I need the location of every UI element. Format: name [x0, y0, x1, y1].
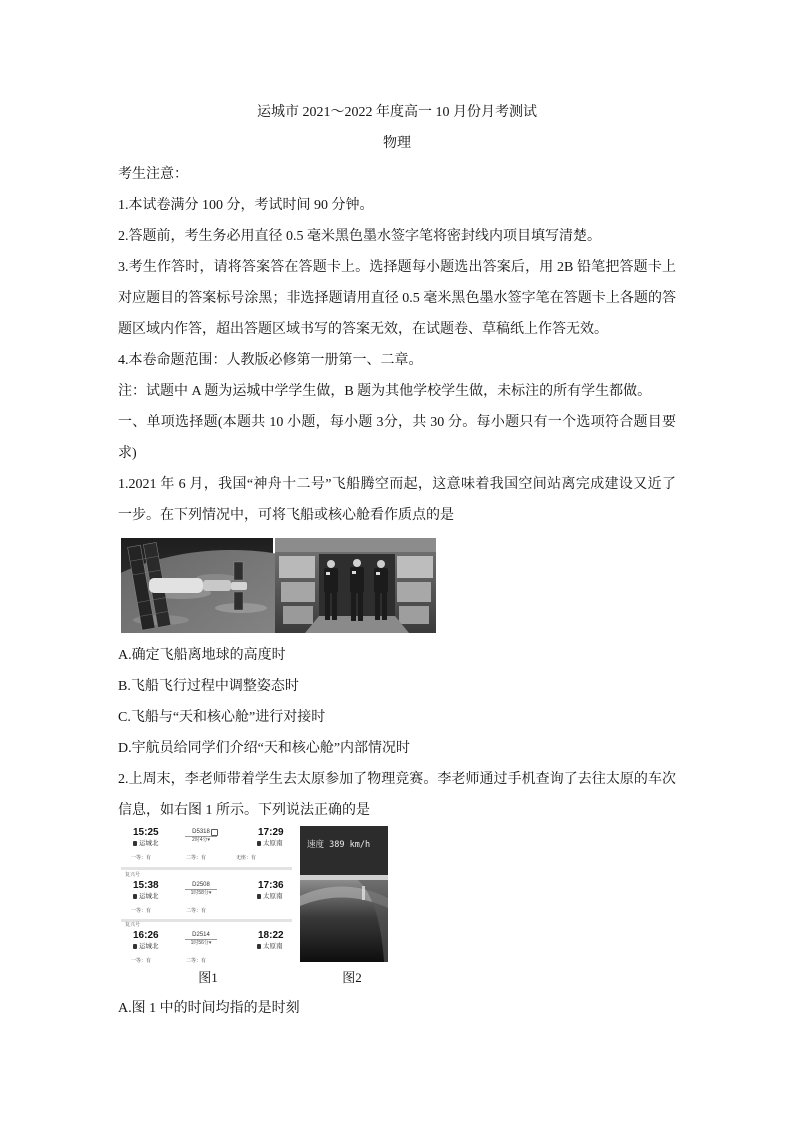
duration: 2时4分▾: [191, 837, 211, 843]
seat-info: 一等：有: [131, 855, 152, 861]
duration: 1时58分▾: [190, 890, 212, 896]
option-c: C.飞船与“天和核心舱”进行对接时: [118, 709, 326, 725]
train-schedule-screenshot: [121, 826, 292, 970]
depart-time: 15:25: [133, 827, 159, 838]
option-a: A.确定飞船离地球的高度时: [118, 647, 286, 663]
to-station: 太原南: [263, 893, 283, 900]
exam-subject: 物理: [383, 136, 411, 151]
seat-info: 二等：有: [186, 855, 207, 861]
question-figures: [118, 826, 676, 1016]
train-row: [121, 872, 292, 920]
station-badge-icon: [257, 944, 261, 949]
astronauts-interior-image: [275, 538, 436, 633]
speed-display-photo: [300, 826, 388, 962]
to-station: 太原南: [263, 943, 283, 950]
seat-info: 无座：有: [236, 855, 257, 861]
seat-info: 二等：有: [186, 958, 207, 964]
arrive-time: 18:22: [258, 930, 284, 941]
train-type-badge-icon: [211, 829, 218, 836]
station-badge-icon: [257, 894, 261, 899]
train-tag: 复兴号: [125, 922, 141, 928]
notice-item: 3.考生作答时，请将答案答在答题卡上。选择题每小题选出答案后，用 2B 铅笔把答题卡上对应题目的答案标号涂黑；非选择题请用直径 0.5 毫米黑色墨水签字笔在答题卡上各题的答题区域内作答，超出答题区域书写的答案无效，在试题卷、草稿纸上作答无效。: [118, 260, 676, 337]
station-badge-icon: [133, 944, 137, 949]
train-number: D2514: [192, 932, 210, 938]
duration: 1时56分▾: [190, 940, 212, 946]
seat-info: 一等：有: [131, 958, 152, 964]
option-b: B.飞船飞行过程中调整姿态时: [118, 678, 299, 694]
question-options: [118, 640, 676, 764]
from-station: 运城北: [139, 943, 159, 950]
exam-title: 运城市 2021～2022 年度高一 10 月份月考测试: [257, 105, 537, 120]
notice-item: 4.本卷命题范围：人教版必修第一册第一、二章。: [118, 353, 423, 368]
depart-time: 16:26: [133, 930, 159, 941]
exam-page: [118, 97, 676, 1016]
notice-heading: 考生注意：: [118, 167, 188, 182]
train-tag: 复兴号: [125, 872, 141, 878]
tunnel-image: [300, 880, 388, 962]
question-stem: 2.上周末，李老师带着学生去太原参加了物理竞赛。李老师通过手机查询了去往太原的车次信息，如右图 1 所示。下列说法正确的是: [118, 771, 676, 818]
speed-readout: 速度 389 km/h: [307, 840, 371, 850]
chevron-down-icon: ▾: [208, 890, 212, 896]
station-badge-icon: [257, 841, 261, 846]
spacecraft-photo: [121, 538, 436, 633]
from-station: 运城北: [139, 893, 159, 900]
chevron-down-icon: ▾: [208, 940, 212, 946]
train-number: D2508: [192, 882, 210, 888]
section-heading: 一、单项选择题(本题共 10 小题，每小题 3分，共 30 分。每小题只有一个选项符合题目要求): [118, 415, 676, 461]
depart-time: 15:38: [133, 880, 159, 891]
from-station: 运城北: [139, 840, 159, 847]
option-a: A.图 1 中的时间均指的是时刻: [118, 1000, 300, 1016]
to-station: 太原南: [263, 840, 283, 847]
station-badge-icon: [133, 841, 137, 846]
notice-item: 1.本试卷满分 100 分，考试时间 90 分钟。: [118, 198, 374, 213]
figure-caption: 图2: [342, 970, 362, 985]
row-separator: [121, 867, 292, 870]
option-d: D.宇航员给同学们介绍“天和核心舱”内部情况时: [118, 740, 411, 756]
arrive-time: 17:36: [258, 880, 284, 891]
station-badge-icon: [133, 894, 137, 899]
exam-note: 注：试题中 A 题为运城中学学生做，B 题为其他学校学生做，未标注的所有学生都做。: [118, 384, 652, 399]
seat-info: 二等：有: [186, 908, 207, 914]
chevron-down-icon: ▾: [207, 837, 211, 843]
train-row: [121, 922, 292, 970]
notice-item: 2.答题前，考生务必用直径 0.5 毫米黑色墨水签字笔将密封线内项目填写清楚。: [118, 229, 601, 244]
arrive-time: 17:29: [258, 827, 284, 838]
figure-caption: 图1: [198, 970, 218, 985]
seat-info: 一等：有: [131, 908, 152, 914]
question-options: [118, 993, 676, 1024]
train-number: D5318: [192, 829, 210, 835]
train-row: [121, 826, 292, 867]
question-stem: 1.2021 年 6 月，我国“神舟十二号”飞船腾空而起，这意味着我国空间站离完成建设又近了一步。在下列情况中，可将飞船或核心舱看作质点的是: [118, 477, 676, 523]
